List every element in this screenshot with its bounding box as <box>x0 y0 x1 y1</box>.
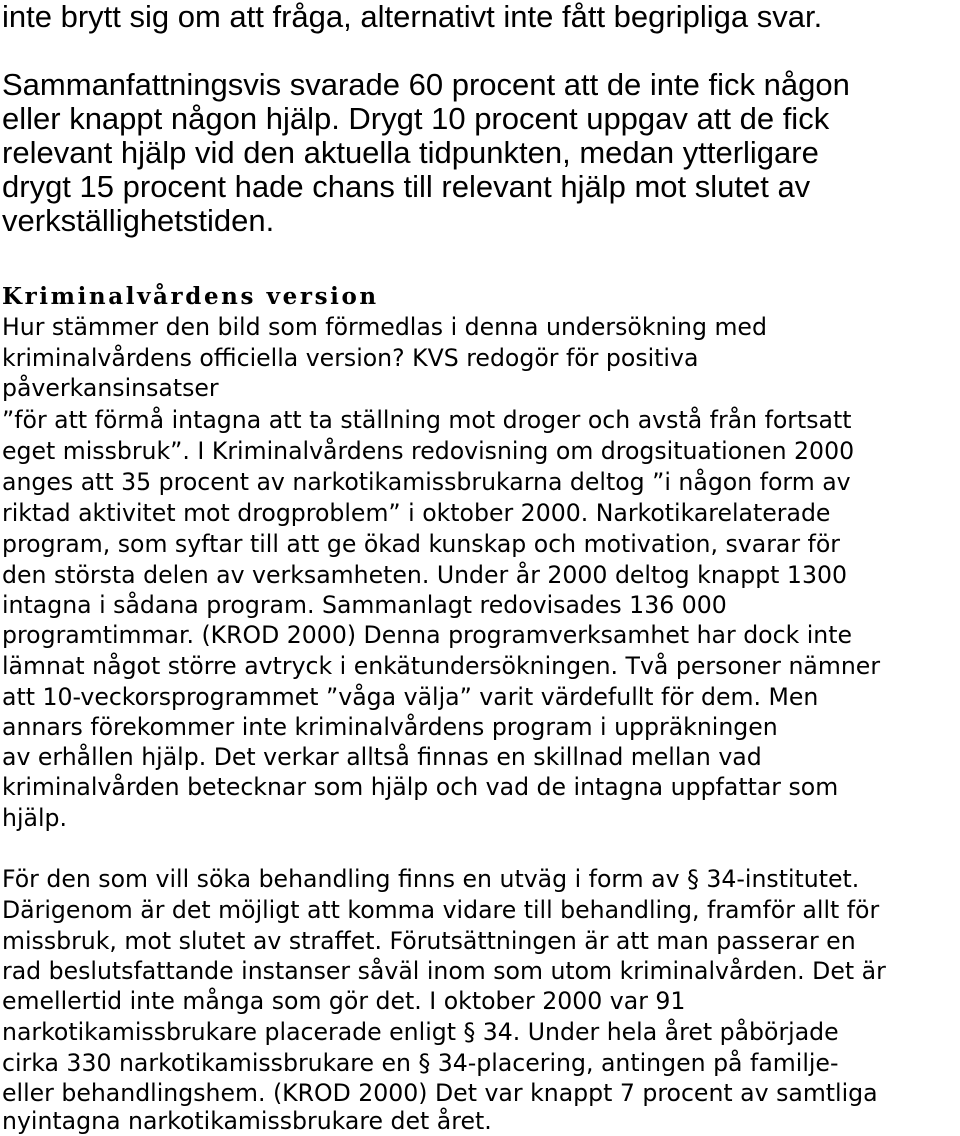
text-line: kriminalvården betecknar som hjälp och vad de intagna uppfattar som <box>2 773 839 801</box>
section-heading: Kriminalvårdens version <box>2 283 379 310</box>
text-line: verkställighetstiden. <box>2 203 275 238</box>
text-line: narkotikamissbrukare placerade enligt § 34. Under hela året påbörjade <box>2 1018 839 1046</box>
text-line: anges att 35 procent av narkotikamissbrukarna deltog ”i någon form av <box>2 468 851 496</box>
text-line: cirka 330 narkotikamissbrukare en § 34-placering, antingen på familje- <box>2 1049 839 1077</box>
text-line: emellertid inte många som gör det. I oktober 2000 var 91 <box>2 987 686 1015</box>
text-line: inte brytt sig om att fråga, alternativt inte fått begripliga svar. <box>2 0 823 34</box>
text-line: drygt 15 procent hade chans till relevant hjälp mot slutet av <box>2 169 811 204</box>
text-line: eller behandlingshem. (KROD 2000) Det var knappt 7 procent av samtliga <box>2 1079 878 1107</box>
text-line: lämnat något större avtryck i enkätundersökningen. Två personer nämner <box>2 652 881 680</box>
text-line: den största delen av verksamheten. Under år 2000 deltog knappt 1300 <box>2 561 847 589</box>
text-line: program, som syftar till att ge ökad kunskap och motivation, svarar för <box>2 530 840 558</box>
text-line: riktad aktivitet mot drogproblem” i oktober 2000. Narkotikarelaterade <box>2 499 831 527</box>
text-line: att 10-veckorsprogrammet ”våga välja” varit värdefullt för dem. Men <box>2 683 819 711</box>
text-line: relevant hjälp vid den aktuella tidpunkten, medan ytterligare <box>2 135 819 170</box>
text-line: missbruk, mot slutet av straffet. Förutsättningen är att man passerar en <box>2 927 856 955</box>
text-line: eget missbruk”. I Kriminalvårdens redovisning om drogsituationen 2000 <box>2 437 855 465</box>
text-line: eller knappt någon hjälp. Drygt 10 procent uppgav att de fick <box>2 101 830 136</box>
text-line: intagna i sådana program. Sammanlagt redovisades 136 000 <box>2 591 727 619</box>
text-line: påverkansinsatser <box>2 374 219 402</box>
text-line: ”för att förmå intagna att ta ställning mot droger och avstå från fortsatt <box>2 406 852 434</box>
text-line: rad beslutsfattande instanser såväl inom som utom kriminalvården. Det är <box>2 957 886 985</box>
text-line: Därigenom är det möjligt att komma vidare till behandling, framför allt för <box>2 896 880 924</box>
text-line: programtimmar. (KROD 2000) Denna programverksamhet har dock inte <box>2 621 853 649</box>
text-line: annars förekommer inte kriminalvårdens program i uppräkningen <box>2 713 778 741</box>
text-line: För den som vill söka behandling finns en utväg i form av § 34-institutet. <box>2 865 860 893</box>
text-line: hjälp. <box>2 804 67 832</box>
text-line: Hur stämmer den bild som förmedlas i denna undersökning med <box>2 313 767 341</box>
text-line: nyintagna narkotikamissbrukare det året. <box>2 1107 492 1135</box>
text-line: Sammanfattningsvis svarade 60 procent att de inte fick någon <box>2 67 850 102</box>
text-line: kriminalvårdens officiella version? KVS redogör för positiva <box>2 344 699 372</box>
text-line: av erhållen hjälp. Det verkar alltså finnas en skillnad mellan vad <box>2 743 762 771</box>
